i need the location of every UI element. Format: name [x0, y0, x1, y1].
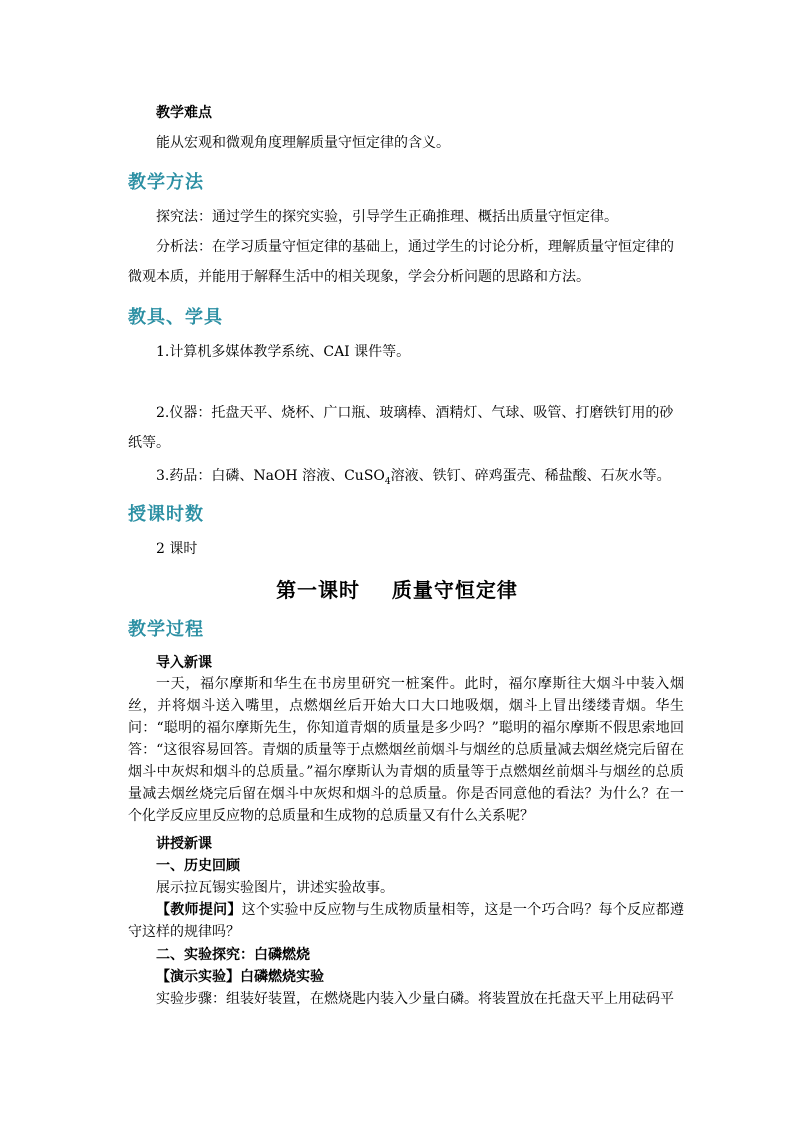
tools-item-chemicals-suffix: 溶液、铁钉、碎鸡蛋壳、稀盐酸、石灰水等。 [390, 468, 671, 484]
demo-experiment-text: 白磷燃烧实验 [240, 969, 324, 985]
tools-item-instruments-line2: 纸等。 [128, 435, 170, 451]
tools-item-chemicals [156, 466, 671, 492]
methods-item-analysis-line2: 微观本质，并能用于解释生活中的相关现象，学会分析问题的思路和方法。 [128, 269, 590, 285]
section-history-heading: 一、历史回顾 [156, 858, 240, 874]
tools-item-chemicals-prefix: 3.药品：白磷、NaOH 溶液、CuSO [156, 468, 385, 484]
teacher-question-label: 【教师提问】 [156, 902, 242, 918]
difficulty-text: 能从宏观和微观角度理解质量守恒定律的含义。 [156, 135, 450, 151]
section-history-text: 展示拉瓦锡实验图片，讲述实验故事。 [156, 880, 394, 896]
new-lesson-heading: 讲授新课 [156, 836, 212, 852]
tools-item-instruments-line1: 2.仪器：托盘天平、烧杯、广口瓶、玻璃棒、酒精灯、气球、吸管、打磨铁钉用的砂 [156, 405, 674, 421]
methods-item-analysis-line1: 分析法：在学习质量守恒定律的基础上，通过学生的讨论分析，理解质量守恒定律的 [156, 239, 674, 255]
methods-item-inquiry: 探究法：通过学生的探究实验，引导学生正确推理、概括出质量守恒定律。 [156, 209, 618, 225]
process-heading: 教学过程 [128, 619, 204, 640]
difficulty-heading: 教学难点 [156, 105, 212, 121]
tools-heading: 教具、学具 [128, 307, 223, 328]
section-experiment-heading: 二、实验探究：白磷燃烧 [156, 947, 310, 963]
hours-heading: 授课时数 [128, 504, 204, 525]
intro-story: 一天，福尔摩斯和华生在书房里研究一桩案件。此时，福尔摩斯往大烟斗中装入烟丝，并将烟斗送入嘴里，点燃烟丝后开始大口大口地吸烟，烟斗上冒出缕缕青烟。华生问：“聪明的福尔摩斯先生，你知道青烟的质量是多少吗？”聪明的福尔摩斯不假思索地回答：“这很容易回答。青烟的质量等于点燃烟丝前烟斗与烟丝的总质量减去烟丝烧完后留在烟斗中灰烬和烟斗的总质量。”福尔摩斯认为青烟的质量等于点燃烟丝前烟斗与烟丝的总质量减去烟丝烧完后留在烟斗中灰烬和烟斗的总质量。你是否同意他的看法？为什么？在一个化学反应里反应物的总质量和生成物的总质量又有什么关系呢？ [128, 676, 684, 824]
lesson-title: 第一课时 质量守恒定律 [276, 578, 518, 602]
experiment-steps: 实验步骤：组装好装置，在燃烧匙内装入少量白磷。将装置放在托盘天平上用砝码平 [156, 991, 674, 1007]
methods-heading: 教学方法 [128, 172, 204, 193]
tools-item-computer: 1.计算机多媒体教学系统、CAI 课件等。 [156, 344, 411, 360]
demo-experiment [156, 966, 324, 986]
teacher-question-text: 这个实验中反应物与生成物质量相等，这是一个巧合吗？每个反应都遵守这样的规律吗？ [128, 902, 685, 940]
hours-text: 2 课时 [156, 541, 198, 557]
intro-heading: 导入新课 [156, 655, 212, 671]
teacher-question [128, 899, 684, 943]
demo-experiment-label: 【演示实验】 [156, 969, 240, 985]
tools-item-chemicals-subscript: 4 [384, 476, 391, 487]
